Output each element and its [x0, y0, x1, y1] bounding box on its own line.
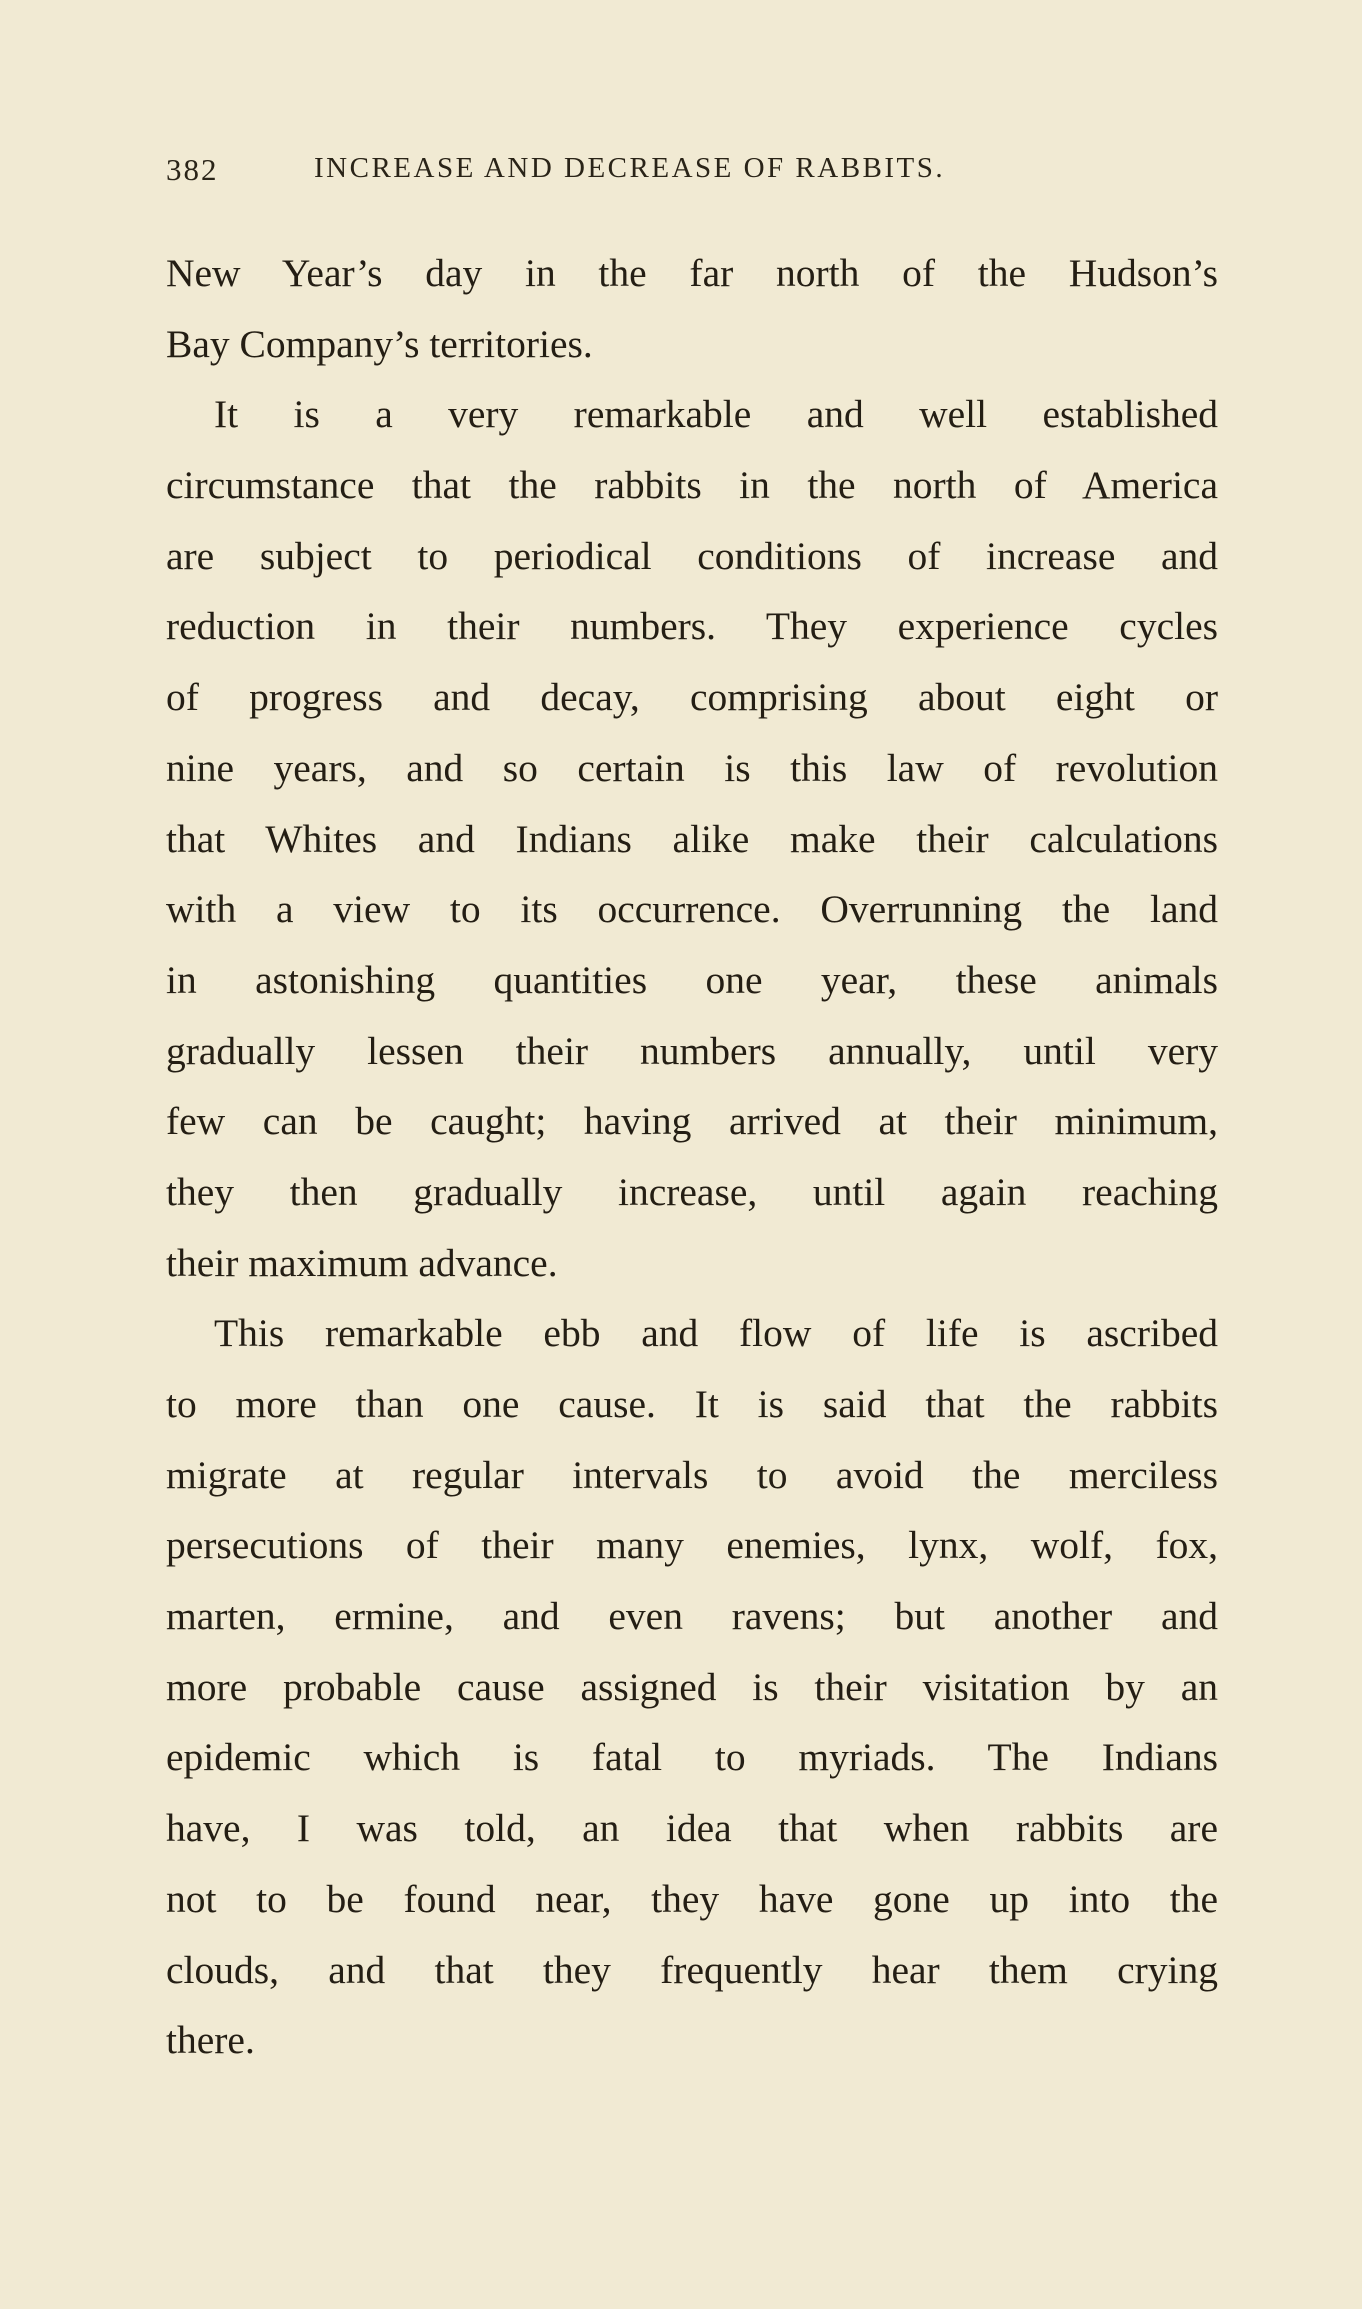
- text-line: clouds, and that they frequently hear them crying: [166, 1947, 1218, 1992]
- text-line: in astonishing quantities one year, these animals: [166, 957, 1218, 1002]
- text-line: nine years, and so certain is this law of revolution: [166, 745, 1218, 790]
- text-line: circumstance that the rabbits in the north of America: [166, 463, 1218, 508]
- text-line: migrate at regular intervals to avoid the merciless: [166, 1452, 1218, 1497]
- text-line: gradually lessen their numbers annually, until very: [166, 1028, 1218, 1073]
- text-line: persecutions of their many enemies, lynx, wolf, fox,: [166, 1523, 1218, 1568]
- running-head: [166, 152, 1166, 192]
- paragraph-start-line: This remarkable ebb and flow of life is ascribed: [214, 1311, 1218, 1356]
- text-line: few can be caught; having arrived at their minimum,: [166, 1099, 1218, 1144]
- running-title: INCREASE AND DECREASE OF RABBITS.: [314, 152, 946, 184]
- text-line: Bay Company’s territories.: [166, 321, 593, 366]
- page-number: 382: [166, 152, 219, 187]
- text-line: of progress and decay, comprising about eight or: [166, 675, 1218, 720]
- text-line: reduction in their numbers. They experience cycles: [166, 604, 1218, 649]
- text-line: not to be found near, they have gone up into the: [166, 1876, 1218, 1921]
- text-line: New Year’s day in the far north of the Hudson’s: [166, 251, 1218, 295]
- body-text: [166, 238, 1218, 2076]
- text-line: epidemic which is fatal to myriads. The Indians: [166, 1735, 1218, 1780]
- text-line: marten, ermine, and even ravens; but another and: [166, 1594, 1218, 1639]
- text-line: that Whites and Indians alike make their calculations: [166, 816, 1218, 861]
- text-line: with a view to its occurrence. Overrunning the land: [166, 887, 1218, 932]
- text-line: to more than one cause. It is said that the rabbits: [166, 1382, 1218, 1426]
- text-line: more probable cause assigned is their visitation by an: [166, 1664, 1218, 1709]
- text-line: they then gradually increase, until again reaching: [166, 1169, 1218, 1214]
- text-line: have, I was told, an idea that when rabbits are: [166, 1806, 1218, 1851]
- paragraph-start-line: It is a very remarkable and well established: [214, 392, 1218, 437]
- text-line: their maximum advance.: [166, 1240, 558, 1285]
- text-line: there.: [166, 2018, 255, 2063]
- text-line: are subject to periodical conditions of increase and: [166, 533, 1218, 578]
